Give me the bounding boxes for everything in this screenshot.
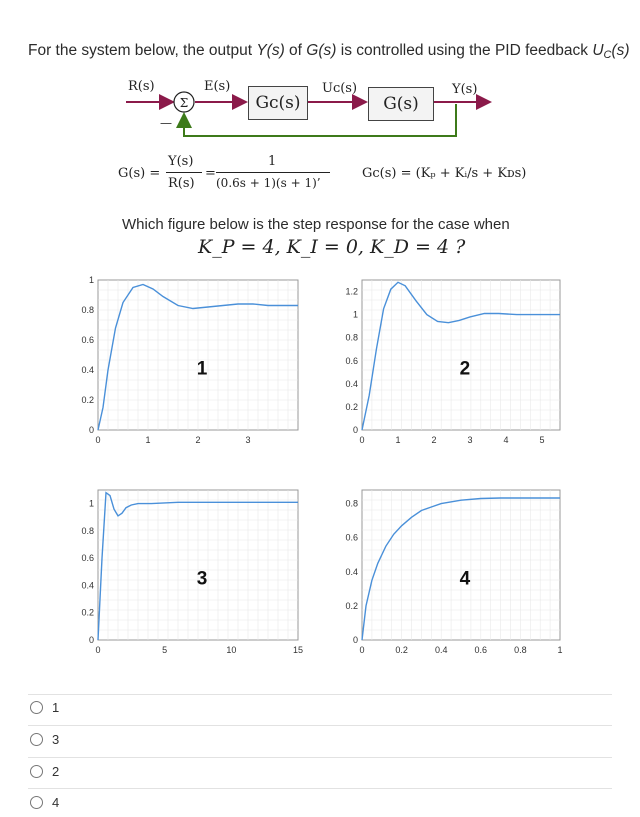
y-tick-label: 0.8 bbox=[81, 525, 94, 536]
x-tick-label: 4 bbox=[503, 435, 509, 445]
minus-sign: — bbox=[160, 116, 172, 130]
y-tick-label: 1 bbox=[88, 498, 94, 509]
step-response-charts bbox=[0, 270, 640, 660]
question-mid2: is controlled using the PID feedback bbox=[336, 42, 593, 59]
y-tick-label: 0.2 bbox=[345, 600, 358, 611]
question-mid1: of bbox=[284, 42, 307, 59]
question-prefix: For the system below, the output bbox=[28, 42, 257, 59]
y-tick-label: 0.6 bbox=[345, 532, 358, 543]
option-1[interactable] bbox=[30, 700, 59, 715]
option-4[interactable] bbox=[30, 795, 59, 810]
y-tick-label: 0.4 bbox=[81, 580, 94, 591]
g-den: R(s) bbox=[168, 176, 195, 191]
y-tick-label: 1.2 bbox=[345, 286, 358, 297]
y-tick-label: 0 bbox=[352, 425, 358, 435]
prompt-params: K_P = 4, K_I = 0, K_D = 4 ? bbox=[198, 236, 466, 258]
y-tick-label: 0.6 bbox=[81, 553, 94, 564]
g-fraction-bar bbox=[166, 172, 202, 173]
y-tick-label: 0.2 bbox=[81, 395, 94, 405]
uc-label: Uᴄ(s) bbox=[322, 81, 358, 96]
g-num: Y(s) bbox=[168, 154, 194, 169]
y-tick-label: 0 bbox=[352, 635, 358, 645]
y-tick-label: 0.4 bbox=[81, 365, 94, 375]
x-tick-label: 3 bbox=[467, 435, 473, 445]
y-label: Y(s) bbox=[452, 82, 478, 97]
y-tick-label: 0 bbox=[88, 425, 94, 435]
y-tick-label: 0.2 bbox=[81, 607, 94, 618]
x-tick-label: 0.8 bbox=[514, 645, 527, 655]
question-u: U bbox=[592, 42, 604, 59]
separator bbox=[28, 757, 612, 758]
question-u-sub: C bbox=[603, 49, 612, 61]
g-equals: = bbox=[205, 166, 216, 181]
chart-label: 3 bbox=[196, 568, 208, 590]
g-block: G(s) bbox=[368, 87, 434, 121]
g-lhs: G(s) = bbox=[118, 166, 161, 181]
x-tick-label: 3 bbox=[245, 435, 251, 445]
question-text bbox=[28, 42, 630, 61]
e-label: E(s) bbox=[204, 79, 231, 94]
x-tick-label: 15 bbox=[292, 645, 304, 655]
sum-symbol: Σ bbox=[179, 96, 189, 110]
y-tick-label: 0.8 bbox=[345, 498, 358, 509]
radio-icon[interactable] bbox=[30, 701, 43, 714]
y-tick-label: 0.8 bbox=[345, 332, 358, 343]
x-tick-label: 1 bbox=[145, 435, 151, 445]
radio-icon[interactable] bbox=[30, 733, 43, 746]
option-2[interactable] bbox=[30, 764, 59, 779]
separator bbox=[28, 725, 612, 726]
chart-label: 1 bbox=[196, 358, 208, 380]
chart-label: 2 bbox=[459, 358, 471, 380]
question-g: G(s) bbox=[306, 42, 337, 59]
question-y: Y(s) bbox=[256, 42, 285, 59]
x-tick-label: 0 bbox=[95, 435, 101, 445]
y-tick-label: 0.8 bbox=[81, 305, 94, 315]
y-tick-label: 0.6 bbox=[345, 355, 358, 366]
option-3[interactable] bbox=[30, 732, 59, 747]
x-tick-label: 0 bbox=[359, 645, 365, 655]
x-tick-label: 5 bbox=[539, 435, 545, 445]
y-tick-label: 0.2 bbox=[345, 401, 358, 412]
option-label: 3 bbox=[52, 732, 60, 747]
question-u-tail: (s) bbox=[611, 42, 630, 59]
x-tick-label: 0 bbox=[95, 645, 101, 655]
g-den2: (0.6s + 1)(s + 1)’ bbox=[216, 176, 321, 190]
prompt-text: Which figure below is the step response for the case when bbox=[122, 216, 510, 233]
gc-equation: Gc(s) = (Kₚ + Kᵢ/s + Kᴅs) bbox=[362, 166, 527, 181]
separator bbox=[28, 694, 612, 695]
y-tick-label: 1 bbox=[352, 309, 358, 320]
option-label: 2 bbox=[52, 764, 60, 779]
option-label: 4 bbox=[52, 795, 60, 810]
gc-block: Gᴄ(s) bbox=[248, 86, 308, 120]
x-tick-label: 1 bbox=[557, 645, 563, 655]
y-tick-label: 0 bbox=[88, 635, 94, 645]
x-tick-label: 1 bbox=[395, 435, 401, 445]
y-tick-label: 0.6 bbox=[81, 335, 94, 345]
option-label: 1 bbox=[52, 700, 60, 715]
r-label: R(s) bbox=[128, 79, 155, 94]
radio-icon[interactable] bbox=[30, 796, 43, 809]
radio-icon[interactable] bbox=[30, 765, 43, 778]
chart-label: 4 bbox=[459, 568, 471, 590]
y-tick-label: 1 bbox=[88, 275, 94, 285]
x-tick-label: 0.2 bbox=[395, 645, 408, 655]
y-tick-label: 0.4 bbox=[345, 566, 358, 577]
x-tick-label: 2 bbox=[195, 435, 201, 445]
x-tick-label: 5 bbox=[162, 645, 168, 655]
x-tick-label: 0.6 bbox=[474, 645, 488, 655]
x-tick-label: 2 bbox=[431, 435, 437, 445]
g-fraction-bar-2 bbox=[216, 172, 330, 173]
g-num2: 1 bbox=[268, 154, 277, 169]
separator bbox=[28, 788, 612, 789]
x-tick-label: 10 bbox=[226, 645, 237, 655]
block-diagram bbox=[0, 70, 640, 150]
y-tick-label: 0.4 bbox=[345, 378, 358, 389]
x-tick-label: 0.4 bbox=[434, 645, 448, 655]
x-tick-label: 0 bbox=[359, 435, 365, 445]
